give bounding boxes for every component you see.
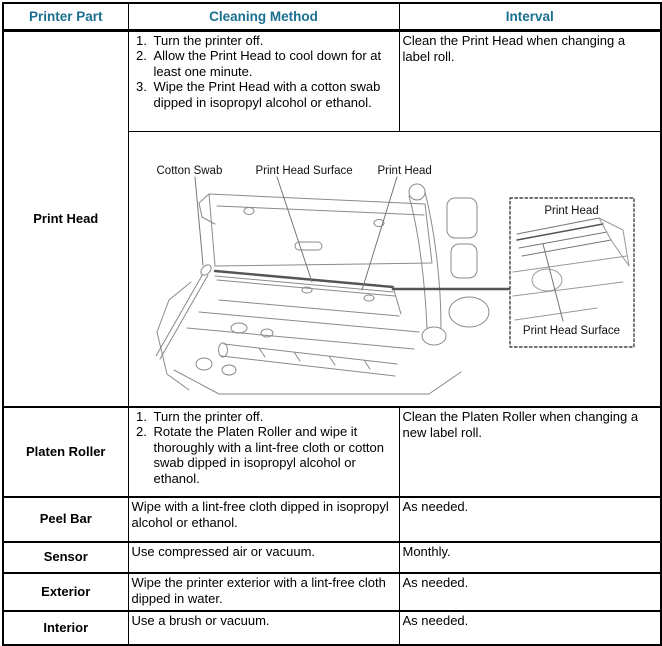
- method-cell-interior: Use a brush or vacuum.: [128, 611, 399, 645]
- interval-cell-sensor: Monthly.: [399, 542, 661, 573]
- part-cell-interior: Interior: [3, 611, 128, 645]
- table-row-peel-bar: [3, 497, 661, 542]
- print-head-surface-label: Print Head Surface: [255, 164, 353, 177]
- print-head-diagram-cell: [128, 131, 661, 407]
- col-header-interval: Interval: [399, 3, 661, 30]
- method-cell-peel-bar: Wipe with a lint-free cloth dipped in isopropyl alcohol or ethanol.: [128, 497, 399, 542]
- interval-cell-print-head: Clean the Print Head when changing a label roll.: [399, 30, 661, 131]
- table-row-sensor: [3, 542, 661, 573]
- part-cell-print-head: Print Head: [3, 30, 128, 407]
- interval-cell-exterior: As needed.: [399, 573, 661, 611]
- col-header-printer-part: Printer Part: [3, 3, 128, 30]
- method-step: 3. Wipe the Print Head with a cotton swab dipped in isopropyl alcohol or ethanol.: [151, 79, 397, 110]
- method-step: 1. Turn the printer off.: [151, 33, 397, 49]
- table-row-print-head: [3, 30, 661, 131]
- maintenance-table: [2, 2, 662, 646]
- inset-print-head-label: Print Head: [544, 204, 599, 217]
- method-step: 2. Rotate the Platen Roller and wipe it thoroughly with a lint-free cloth or cotton swab dipped in isopropyl alcohol or ethanol.: [151, 424, 397, 486]
- table-row-exterior: [3, 573, 661, 611]
- method-cell-platen-roller: [128, 407, 399, 497]
- method-step: 1. Turn the printer off.: [151, 409, 397, 425]
- method-cell-print-head: [128, 30, 399, 131]
- table-row-platen-roller: [3, 407, 661, 497]
- interval-cell-interior: As needed.: [399, 611, 661, 645]
- part-cell-sensor: Sensor: [3, 542, 128, 573]
- part-cell-platen-roller: Platen Roller: [3, 407, 128, 497]
- part-cell-peel-bar: Peel Bar: [3, 497, 128, 542]
- print-head-label: Print Head: [377, 164, 432, 177]
- col-header-cleaning-method: Cleaning Method: [128, 3, 399, 30]
- cotton-swab-label: Cotton Swab: [156, 164, 223, 177]
- method-step-list: [129, 33, 397, 111]
- table-row-interior: [3, 611, 661, 645]
- inset-print-head-surface-label: Print Head Surface: [522, 324, 621, 337]
- method-step-list: [129, 409, 397, 487]
- method-cell-sensor: Use compressed air or vacuum.: [128, 542, 399, 573]
- part-cell-exterior: Exterior: [3, 573, 128, 611]
- table-header-row: [3, 3, 661, 30]
- interval-cell-platen-roller: Clean the Platen Roller when changing a new label roll.: [399, 407, 661, 497]
- method-cell-exterior: Wipe the printer exterior with a lint-free cloth dipped in water.: [128, 573, 399, 611]
- interval-cell-peel-bar: As needed.: [399, 497, 661, 542]
- method-step: 2. Allow the Print Head to cool down for at least one minute.: [151, 48, 397, 79]
